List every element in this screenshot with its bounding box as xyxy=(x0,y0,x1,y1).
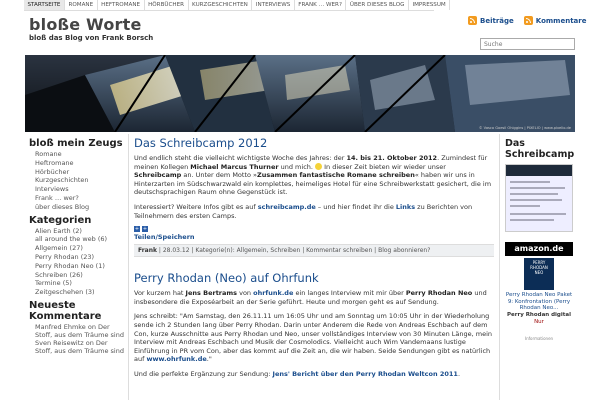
category-item xyxy=(29,227,125,236)
smiley-icon xyxy=(315,163,322,170)
mystuff-item[interactable]: Hörbücher xyxy=(35,167,70,176)
mystuff-item[interactable]: Interviews xyxy=(35,185,69,194)
category-count: (26) xyxy=(69,270,83,279)
posts-feed-label: Beiträge xyxy=(480,16,514,25)
category-count: (6) xyxy=(97,235,108,244)
category-link[interactable]: Alien Earth xyxy=(35,226,71,235)
comment-author: Sven Reisewitz xyxy=(35,338,84,347)
category-item xyxy=(29,262,125,271)
post-author: Frank xyxy=(138,247,157,255)
category-count: (27) xyxy=(69,244,83,253)
recent-comments-heading: Neueste Kommentare xyxy=(29,299,102,322)
comment-post-link[interactable]: Der Stoff, aus dem Träume sind xyxy=(35,338,124,355)
share-icons xyxy=(134,226,494,232)
header-image xyxy=(25,55,575,132)
post-paragraph: Und endlich steht die vielleicht wichtigste Woche des Jahres: der 14. bis 21. Oktober 2012. Zumindest für meinen Kollegen Michael Marcus Thurner und mich. In dieser Zeit bieten wir wieder unser Schreibcamp an. Unter dem Motto »Zusammen fantastische Romane schreiben« haben wir uns in Hinterzarten im Südschwarzwald ein komplettes, heimeliges Hotel für eine Schreibwerkstatt gesichert, die im deutschsprachigen Raum ohne Gegenstück ist. xyxy=(134,154,492,197)
right-sidebar xyxy=(505,138,597,341)
book-cover[interactable]: PERRY RHODAN NEO xyxy=(524,258,554,290)
post-title[interactable] xyxy=(134,136,494,150)
mystuff-list xyxy=(29,150,125,212)
mystuff-item[interactable]: Heftromane xyxy=(35,158,74,167)
post-paragraph: Interessiert? Weitere Infos gibt es auf schreibcamp.de – und hier findet ihr die Links zu Berichten von Teilnehmern des ersten Camps. xyxy=(134,202,473,220)
category-link[interactable]: Zeitgeschehen xyxy=(35,288,84,297)
category-link[interactable]: Perry Rhodan xyxy=(35,252,79,261)
mystuff-item[interactable]: Romane xyxy=(35,150,62,158)
category-link[interactable]: Perry Rhodan Neo xyxy=(35,261,94,270)
nav-tab[interactable]: FRANK … WER? xyxy=(295,0,347,10)
post-paragraph: Und die perfekte Ergänzung zur Sendung: Jens' Bericht über den Perry Rhodan Weltcon 2011. xyxy=(134,369,461,378)
comment-post-link[interactable]: Der Stoff, aus dem Träume sind xyxy=(35,322,124,339)
site-subtitle: bloß das Blog von Frank Borsch xyxy=(29,34,154,42)
recent-comments-list xyxy=(29,323,125,355)
categories-list xyxy=(29,227,125,297)
weltcon-report-link[interactable]: Jens' Bericht über den Perry Rhodan Weltcon 2011 xyxy=(272,369,458,378)
category-link[interactable]: Termine xyxy=(35,279,61,288)
mystuff-heading: bloß mein Zeugs xyxy=(29,138,123,149)
category-count: (5) xyxy=(62,279,72,288)
amazon-info-link[interactable]: Informationen xyxy=(524,335,554,341)
feed-links xyxy=(468,16,586,25)
links-link[interactable]: Links xyxy=(395,202,416,211)
left-sidebar xyxy=(29,138,125,355)
site-title[interactable]: bloße Worte xyxy=(29,15,142,34)
category-count: (1) xyxy=(95,261,105,270)
amazon-product-title: Perry Rhodan digital xyxy=(507,311,571,318)
schreibcamp-thumbnail[interactable] xyxy=(505,164,573,232)
categories-heading: Kategorien xyxy=(29,214,92,226)
post-meta: Frank | 28.03.12 | Kategorie(n): Allgemein, Schreiben | Kommentar schreiben | Blog abonnieren? xyxy=(134,244,494,257)
category-count: (2) xyxy=(72,226,82,235)
post-title-link[interactable]: Das Schreibcamp 2012 xyxy=(134,136,268,150)
top-navigation xyxy=(24,0,446,11)
rss-icon xyxy=(468,16,477,25)
nav-tab[interactable]: KURZGESCHICHTEN xyxy=(189,0,253,10)
amazon-price: Nur xyxy=(534,318,544,325)
posts-feed-link[interactable] xyxy=(468,16,514,25)
comments-feed-label: Kommentare xyxy=(535,16,587,25)
category-link[interactable]: Allgemein xyxy=(35,244,68,253)
add-icon[interactable]: + xyxy=(142,226,148,233)
category-item xyxy=(29,235,125,244)
nav-tab[interactable]: ÜBER DIESES BLOG xyxy=(346,0,409,10)
amazon-product-link[interactable]: Perry Rhodan Neo Paket 9: Konfrontation (Perry Rhodan Neo... xyxy=(505,292,573,311)
category-link[interactable]: Schreiben xyxy=(35,270,68,279)
post-title-link[interactable]: Perry Rhodan (Neo) auf Ohrfunk xyxy=(134,271,319,286)
category-item xyxy=(29,288,125,297)
schreibcamp-link[interactable]: schreibcamp.de xyxy=(257,202,316,211)
mystuff-item[interactable]: Kurzgeschichten xyxy=(35,176,89,185)
search-input[interactable] xyxy=(480,38,575,50)
header-photo-graphic xyxy=(25,55,575,132)
share-icon[interactable]: + xyxy=(134,226,140,233)
rss-icon xyxy=(524,16,533,25)
amazon-widget xyxy=(505,242,573,341)
mystuff-item[interactable]: Frank … wer? xyxy=(35,193,79,202)
nav-tab[interactable]: STARTSEITE xyxy=(24,0,65,10)
category-item xyxy=(29,253,125,262)
nav-tab[interactable]: IMPRESSUM xyxy=(409,0,450,10)
comment-author: Manfred Ehmke xyxy=(35,322,86,331)
category-count: (23) xyxy=(80,252,95,261)
post-title[interactable] xyxy=(134,271,494,285)
mystuff-item[interactable]: über dieses Blog xyxy=(35,202,90,211)
nav-tab[interactable]: HEFTROMANE xyxy=(98,0,145,10)
ohrfunk-link[interactable]: ohrfunk.de xyxy=(253,289,294,298)
share-save-link[interactable]: Teilen/Speichern xyxy=(134,233,195,242)
amazon-logo: amazon.de xyxy=(505,242,573,256)
comments-feed-link[interactable] xyxy=(524,16,587,25)
recent-comment: Manfred Ehmke on Der Stoff, aus dem Träume sind xyxy=(35,322,124,339)
post-paragraph: Jens schreibt: "Am Samstag, den 26.11.11 um 16:05 Uhr und am Sonntag um 10:05 Uhr in der Wiederholung sende ich 2 Stunden lang über Perry Rhodan. Darin unter Anderem die Rede von Andreas Eschbach auf dem Con, kurze Ausschnitte aus Perry Rhodan und Neo, unser vollständiges Interview von 30 Minuten Länge, mein Interview mit Andreas Eschbach und Musik der Cosmolodics. Vielleicht auch Wim Vandemaans lustige Einführung in PR vom Con, aber das kommt auf die Zeit an, die wir haben. Seide Sendungen gibt es natürlich auf www.ohrfunk.de." xyxy=(134,312,493,364)
post-paragraph: Vor kurzem hat Jens Bertrams von ohrfunk.de ein langes Interview mit mir über Perry Rhodan Neo und insbesondere die Exposéarbeit an der Serie geführt. Heute und morgen geht es auf Sendung. xyxy=(134,289,487,306)
category-link[interactable]: all around the web xyxy=(35,235,96,244)
category-count: (3) xyxy=(85,288,95,297)
nav-tab[interactable]: INTERVIEWS xyxy=(252,0,294,10)
category-item xyxy=(29,279,125,288)
category-item xyxy=(29,244,125,253)
nav-tab[interactable]: ROMANE xyxy=(65,0,98,10)
nav-tab[interactable]: HÖRBÜCHER xyxy=(145,0,189,10)
ohrfunk-www-link[interactable]: www.ohrfunk.de xyxy=(146,355,207,364)
main-content xyxy=(128,134,500,400)
image-credit: © Vasco Goesil Ohiggins | PIXELIO | www.pixelio.de xyxy=(478,126,571,130)
schreibcamp-heading: Das Schreibcamp xyxy=(505,138,575,160)
recent-comment: Sven Reisewitz on Der Stoff, aus dem Träume sind xyxy=(35,338,124,355)
category-item xyxy=(29,271,125,280)
